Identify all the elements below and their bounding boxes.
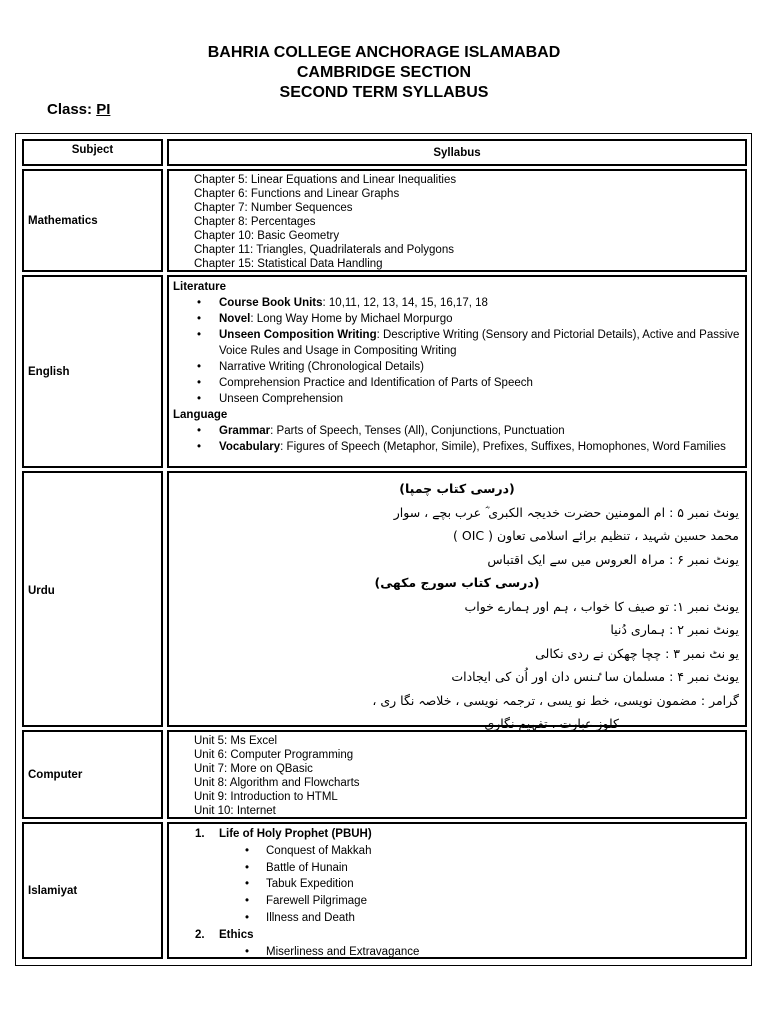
grammar-label: Grammar xyxy=(219,425,271,437)
subject-header: Subject xyxy=(71,144,114,156)
list-item xyxy=(173,439,741,455)
list-item xyxy=(173,295,741,311)
section-number: 2. xyxy=(195,928,205,941)
section-title: Life of Holy Prophet (PBUH) xyxy=(219,828,372,840)
list-item: Chapter 10: Basic Geometry xyxy=(194,230,340,242)
list-item: Unit 7: More on QBasic xyxy=(194,763,313,775)
islamiyat-section-2 xyxy=(195,927,419,944)
list-item: Chapter 15: Statistical Data Handling xyxy=(194,258,383,270)
urdu-content xyxy=(175,477,739,736)
document-title: SECOND TERM SYLLABUS xyxy=(279,84,489,101)
computer-unit-list xyxy=(194,734,360,818)
class-value: PI xyxy=(96,101,111,118)
novel-text: : Long Way Home by Michael Morpurgo xyxy=(250,313,453,325)
subject-header-cell xyxy=(22,139,163,166)
english-subject-cell xyxy=(22,275,163,468)
mathematics-subject-cell xyxy=(22,169,163,272)
literature-list xyxy=(173,295,741,407)
literature-heading: Literature xyxy=(173,281,227,293)
section-number: 1. xyxy=(195,828,205,840)
urdu-line: محمد حسین شہید ، تنظیم برائے اسلامی تعاون ( OIC ) xyxy=(453,528,739,543)
section-name: CAMBRIDGE SECTION xyxy=(296,64,472,81)
mathematics-chapter-list xyxy=(194,173,456,271)
english-label: English xyxy=(28,365,70,378)
list-item: Unit 10: Internet xyxy=(194,805,276,817)
mathematics-syllabus-cell xyxy=(167,169,747,272)
computer-label: Computer xyxy=(28,768,83,781)
syllabus-header: Syllabus xyxy=(433,147,481,159)
urdu-line: یونٹ نمبر ۵ : ام المومنین حضرت خدیجہ الکبری ؓ عرب بچے ، سوار xyxy=(393,504,739,520)
urdu-subject-cell xyxy=(22,471,163,727)
vocabulary-label: Vocabulary xyxy=(219,441,281,453)
language-heading: Language xyxy=(173,409,228,421)
list-item: Unit 8: Algorithm and Flowcharts xyxy=(194,777,360,789)
course-book-label: Course Book Units xyxy=(219,297,323,309)
list-item: • Miserliness and Extravagance xyxy=(195,944,419,961)
section-title: Ethics xyxy=(219,928,254,941)
vocabulary-text: : Figures of Speech (Metaphor, Simile), Prefixes, Suffixes, Homophones, Word Families xyxy=(280,441,726,453)
list-item xyxy=(173,327,741,359)
course-book-text: : 10,11, 12, 13, 14, 15, 16,17, 18 xyxy=(322,297,488,309)
unseen-composition-label: Unseen Composition Writing xyxy=(219,329,377,341)
novel-label: Novel xyxy=(219,313,251,325)
list-item: • Unseen Comprehension xyxy=(173,391,741,407)
islamiyat-section-1 xyxy=(195,826,419,843)
list-item: Chapter 7: Number Sequences xyxy=(194,202,353,214)
list-item: Chapter 11: Triangles, Quadrilaterals and Polygons xyxy=(194,244,454,256)
urdu-label: Urdu xyxy=(28,585,55,598)
syllabus-header-cell xyxy=(167,139,747,166)
list-item: Unit 5: Ms Excel xyxy=(194,735,278,747)
language-list xyxy=(173,423,741,455)
list-item: • Farewell Pilgrimage xyxy=(195,893,419,910)
list-item: Chapter 5: Linear Equations and Linear Inequalities xyxy=(194,174,457,186)
computer-subject-cell xyxy=(22,730,163,819)
urdu-line: کلوز عبارت ، تفہیم نگاری xyxy=(484,716,619,731)
list-item: Unit 6: Computer Programming xyxy=(194,749,354,761)
urdu-book-heading: (درسی کتاب چمپا) xyxy=(399,481,515,496)
list-item: • Comprehension Practice and Identification of Parts of Speech xyxy=(173,375,741,391)
list-item xyxy=(173,423,741,439)
list-item: Chapter 8: Percentages xyxy=(194,216,316,228)
urdu-line: یونٹ نمبر ۲ : ہماری دُنیا xyxy=(610,622,739,637)
list-item: • Battle of Hunain xyxy=(195,860,419,877)
urdu-line: گرامر : مضمون نویسی، خط نو یسی ، ترجمہ نویسی ، خلاصہ نگا ری ، xyxy=(372,692,739,708)
urdu-line: یونٹ نمبر ۶ : مراہ العروس میں سے ایک اقتباس xyxy=(487,551,739,567)
urdu-line: یونٹ نمبر ۱: تو صیف کا خواب ، ہم اور ہمارے خواب xyxy=(464,598,739,614)
english-content xyxy=(173,279,741,455)
unseen-composition-text: : Descriptive Writing (Sensory and Pictorial Details), Active and Passive Voice Rules and Usage in Compositing Writing xyxy=(219,329,740,357)
islamiyat-subject-cell xyxy=(22,822,163,959)
list-item: • Illness and Death xyxy=(195,910,419,927)
list-item xyxy=(173,311,741,327)
list-item: Chapter 6: Functions and Linear Graphs xyxy=(194,188,400,200)
mathematics-label: Mathematics xyxy=(28,214,98,227)
urdu-syllabus-cell xyxy=(167,471,747,731)
urdu-line: یونٹ نمبر ۴ : مسلمان سا ٸنس دان اور اُن کی ایجادات xyxy=(451,669,739,684)
list-item: • Tabuk Expedition xyxy=(195,876,419,893)
school-name: BAHRIA COLLEGE ANCHORAGE ISLAMABAD xyxy=(207,44,561,61)
grammar-text: : Parts of Speech, Tenses (All), Conjunctions, Punctuation xyxy=(270,425,565,437)
islamiyat-syllabus-cell xyxy=(167,822,747,959)
list-item: Unit 9: Introduction to HTML xyxy=(194,791,338,803)
islamiyat-content xyxy=(195,826,419,960)
list-item: • Conquest of Makkah xyxy=(195,843,419,860)
class-line xyxy=(47,101,110,118)
computer-syllabus-cell xyxy=(167,730,747,819)
islamiyat-label: Islamiyat xyxy=(28,884,78,897)
english-syllabus-cell xyxy=(167,275,747,468)
list-item: • Narrative Writing (Chronological Details) xyxy=(173,359,741,375)
urdu-line: یو نٹ نمبر ۳ : چچا چھکن نے ردی نکالی xyxy=(535,645,739,661)
class-label: Class: xyxy=(47,101,97,118)
urdu-book-heading: (درسی کتاب سورج مکھی) xyxy=(374,575,540,590)
